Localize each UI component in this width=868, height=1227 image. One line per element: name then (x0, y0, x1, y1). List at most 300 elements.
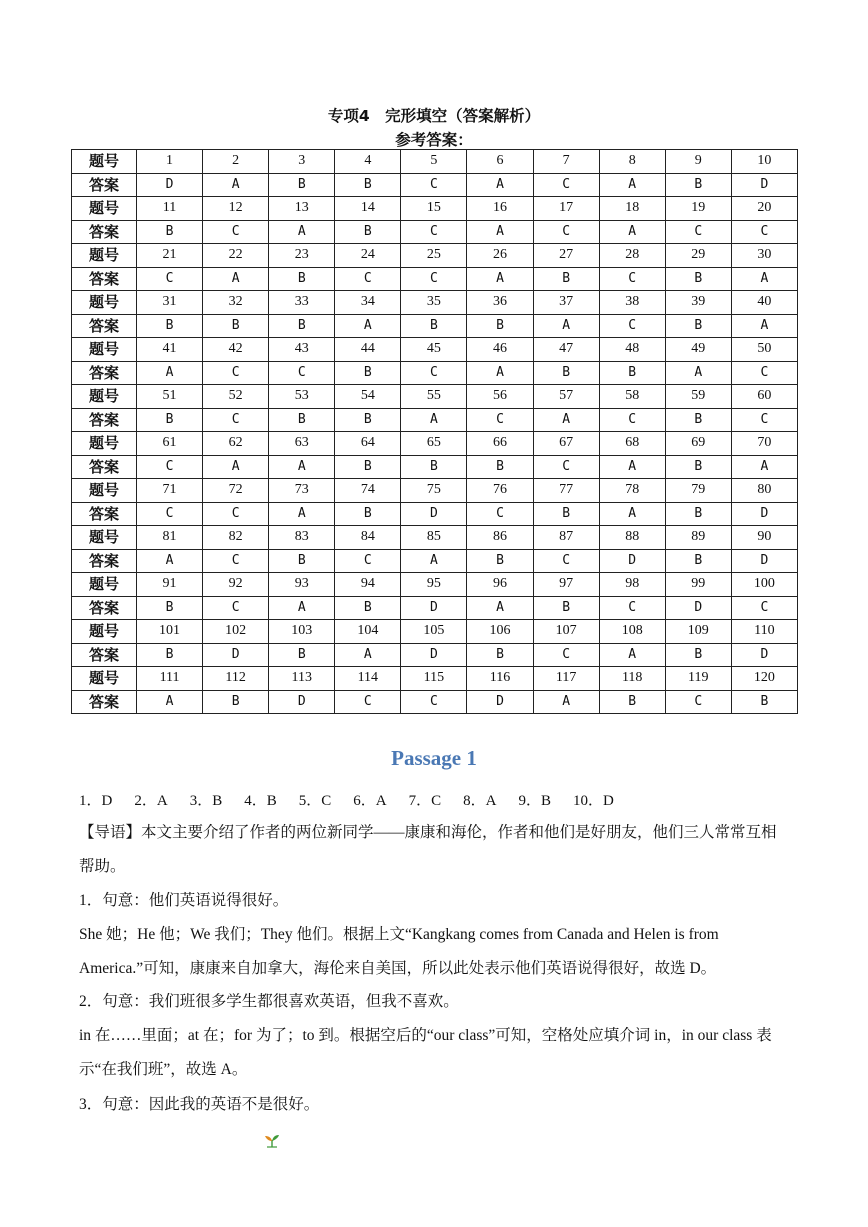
answer-cell: B (203, 690, 269, 714)
answer-cell: C (401, 173, 467, 197)
answer-cell: B (533, 267, 599, 291)
answer-cell: C (203, 408, 269, 432)
question-number-cell: 53 (269, 385, 335, 409)
question-number-cell: 12 (203, 197, 269, 221)
answer-cell: C (665, 220, 731, 244)
guide-label: 【导语】 (79, 823, 142, 841)
question-number-cell: 75 (401, 479, 467, 503)
answer-cell: A (203, 173, 269, 197)
answer-cell: D (731, 173, 797, 197)
number-row (72, 338, 798, 362)
question-number-cell: 50 (731, 338, 797, 362)
answer-cell: B (665, 549, 731, 573)
answer-row (72, 502, 798, 526)
answer-cell: B (599, 361, 665, 385)
question-number-cell: 119 (665, 667, 731, 691)
answer-cell: C (203, 220, 269, 244)
question-number-cell: 35 (401, 291, 467, 315)
question-number-cell: 18 (599, 197, 665, 221)
answer-row-label: 答案 (72, 173, 137, 197)
answer-cell: A (731, 314, 797, 338)
question-number-cell: 49 (665, 338, 731, 362)
question-number-cell: 104 (335, 620, 401, 644)
question-number-cell: 38 (599, 291, 665, 315)
answer-cell: D (467, 690, 533, 714)
question-number-cell: 39 (665, 291, 731, 315)
answer-row (72, 361, 798, 385)
question-number-cell: 59 (665, 385, 731, 409)
question-number-cell: 63 (269, 432, 335, 456)
answer-cell: B (665, 502, 731, 526)
number-row (72, 620, 798, 644)
question-number-cell: 69 (665, 432, 731, 456)
question-number-cell: 91 (137, 573, 203, 597)
question-number-cell: 82 (203, 526, 269, 550)
answer-cell: C (599, 267, 665, 291)
answer-cell: C (731, 408, 797, 432)
answer-cell: B (335, 361, 401, 385)
question-number-cell: 37 (533, 291, 599, 315)
answer-cell: A (467, 173, 533, 197)
question-number-cell: 10 (731, 150, 797, 174)
question-number-cell: 89 (665, 526, 731, 550)
answer-row-label: 答案 (72, 361, 137, 385)
answer-row-label: 答案 (72, 267, 137, 291)
question-number-cell: 105 (401, 620, 467, 644)
answer-cell: C (401, 361, 467, 385)
question-number-cell: 86 (467, 526, 533, 550)
question-number-cell: 92 (203, 573, 269, 597)
question-number-cell: 17 (533, 197, 599, 221)
answer-cell: B (335, 502, 401, 526)
number-row-label: 题号 (72, 573, 137, 597)
answer-cell: B (665, 173, 731, 197)
page-subtitle: 参考答案： (395, 131, 473, 149)
answer-cell: A (269, 502, 335, 526)
answer-row-label: 答案 (72, 690, 137, 714)
question-number-cell: 32 (203, 291, 269, 315)
question-number-cell: 14 (335, 197, 401, 221)
answer-cell: A (335, 314, 401, 338)
number-row-label: 题号 (72, 150, 137, 174)
answer-cell: C (533, 549, 599, 573)
question-number-cell: 22 (203, 244, 269, 268)
answer-cell: A (599, 502, 665, 526)
answer-cell: C (335, 267, 401, 291)
answer-cell: B (335, 455, 401, 479)
answer-cell: B (137, 408, 203, 432)
question-number-cell: 2 (203, 150, 269, 174)
answer-row-label: 答案 (72, 408, 137, 432)
answer-cell: D (731, 643, 797, 667)
question-number-cell: 93 (269, 573, 335, 597)
answer-cell: B (335, 596, 401, 620)
item2-explanation: in 在……里面；at 在；for 为了；to 到。根据空后的“our class”可知，空格处应填介词 in，in our class 表示“在我们班”，故选 A。 (79, 1027, 772, 1078)
question-number-cell: 68 (599, 432, 665, 456)
number-row (72, 385, 798, 409)
answer-cell: D (401, 502, 467, 526)
answer-cell: D (599, 549, 665, 573)
answer-cell: C (401, 267, 467, 291)
answer-cell: A (467, 596, 533, 620)
answer-cell: C (533, 643, 599, 667)
answer-cell: C (137, 267, 203, 291)
answer-cell: B (665, 314, 731, 338)
question-number-cell: 97 (533, 573, 599, 597)
answer-cell: B (335, 173, 401, 197)
answer-cell: A (599, 455, 665, 479)
answer-cell: B (533, 361, 599, 385)
answer-row (72, 455, 798, 479)
answer-cell: A (731, 267, 797, 291)
question-number-cell: 73 (269, 479, 335, 503)
answer-cell: B (269, 267, 335, 291)
question-number-cell: 103 (269, 620, 335, 644)
question-number-cell: 108 (599, 620, 665, 644)
question-number-cell: 16 (467, 197, 533, 221)
question-number-cell: 8 (599, 150, 665, 174)
question-number-cell: 77 (533, 479, 599, 503)
question-number-cell: 72 (203, 479, 269, 503)
number-row (72, 667, 798, 691)
answer-cell: C (401, 220, 467, 244)
answer-cell: D (269, 690, 335, 714)
question-number-cell: 45 (401, 338, 467, 362)
key-item: 10．D (572, 793, 614, 809)
key-item: 3．B (189, 793, 223, 809)
question-number-cell: 99 (665, 573, 731, 597)
answer-row-label: 答案 (72, 643, 137, 667)
key-item: 2．A (134, 793, 168, 809)
answer-key-line (79, 789, 636, 810)
question-number-cell: 23 (269, 244, 335, 268)
answer-row-label: 答案 (72, 596, 137, 620)
question-number-cell: 9 (665, 150, 731, 174)
answer-cell: B (665, 643, 731, 667)
question-number-cell: 111 (137, 667, 203, 691)
answer-cell: B (269, 408, 335, 432)
answer-cell: A (269, 455, 335, 479)
answer-cell: C (599, 596, 665, 620)
answer-cell: B (269, 549, 335, 573)
answer-cell: D (401, 643, 467, 667)
answer-row-label: 答案 (72, 220, 137, 244)
answer-cell: B (533, 502, 599, 526)
answer-cell: C (467, 502, 533, 526)
answer-cell: D (203, 643, 269, 667)
answer-row (72, 173, 798, 197)
question-number-cell: 120 (731, 667, 797, 691)
key-item: 1．D (79, 793, 113, 809)
answer-cell: C (533, 220, 599, 244)
question-number-cell: 117 (533, 667, 599, 691)
question-number-cell: 40 (731, 291, 797, 315)
question-number-cell: 70 (731, 432, 797, 456)
answer-cell: C (137, 502, 203, 526)
answer-cell: A (599, 173, 665, 197)
question-number-cell: 74 (335, 479, 401, 503)
answer-cell: A (269, 596, 335, 620)
question-number-cell: 76 (467, 479, 533, 503)
question-number-cell: 66 (467, 432, 533, 456)
answer-cell: A (533, 690, 599, 714)
answer-row (72, 314, 798, 338)
answer-cell: A (335, 643, 401, 667)
question-number-cell: 27 (533, 244, 599, 268)
key-item: 7．C (408, 793, 442, 809)
answer-cell: B (269, 173, 335, 197)
answer-cell: C (203, 549, 269, 573)
answer-cell: C (269, 361, 335, 385)
question-number-cell: 115 (401, 667, 467, 691)
number-row (72, 573, 798, 597)
number-row-label: 题号 (72, 526, 137, 550)
question-number-cell: 61 (137, 432, 203, 456)
page-title: 专项4 完形填空（答案解析） (327, 107, 541, 125)
question-number-cell: 80 (731, 479, 797, 503)
question-number-cell: 78 (599, 479, 665, 503)
guide-paragraph (79, 816, 791, 883)
answer-cell: B (731, 690, 797, 714)
answer-cell: A (137, 361, 203, 385)
answer-cell: B (467, 549, 533, 573)
answer-cell: C (335, 690, 401, 714)
answer-cell: A (599, 643, 665, 667)
question-number-cell: 42 (203, 338, 269, 362)
question-number-cell: 100 (731, 573, 797, 597)
question-number-cell: 20 (731, 197, 797, 221)
answer-cell: C (401, 690, 467, 714)
question-number-cell: 87 (533, 526, 599, 550)
question-number-cell: 7 (533, 150, 599, 174)
question-number-cell: 15 (401, 197, 467, 221)
question-number-cell: 113 (269, 667, 335, 691)
question-number-cell: 95 (401, 573, 467, 597)
answer-cell: B (137, 314, 203, 338)
answer-cell: A (203, 455, 269, 479)
question-number-cell: 28 (599, 244, 665, 268)
question-number-cell: 83 (269, 526, 335, 550)
answer-cell: C (533, 173, 599, 197)
question-number-cell: 31 (137, 291, 203, 315)
answer-cell: B (335, 220, 401, 244)
question-number-cell: 52 (203, 385, 269, 409)
answer-row-label: 答案 (72, 314, 137, 338)
answer-row (72, 596, 798, 620)
answer-cell: C (203, 596, 269, 620)
answer-cell: B (599, 690, 665, 714)
question-number-cell: 116 (467, 667, 533, 691)
number-row (72, 197, 798, 221)
answer-row (72, 267, 798, 291)
answer-cell: B (401, 314, 467, 338)
answer-cell: A (269, 220, 335, 244)
answer-cell: A (467, 220, 533, 244)
question-number-cell: 114 (335, 667, 401, 691)
key-item: 6．A (353, 793, 387, 809)
question-number-cell: 26 (467, 244, 533, 268)
question-number-cell: 21 (137, 244, 203, 268)
number-row (72, 291, 798, 315)
number-row-label: 题号 (72, 291, 137, 315)
sprout-logo-icon (263, 1134, 281, 1148)
question-number-cell: 60 (731, 385, 797, 409)
question-number-cell: 84 (335, 526, 401, 550)
question-number-cell: 43 (269, 338, 335, 362)
answer-cell: B (467, 455, 533, 479)
question-number-cell: 67 (533, 432, 599, 456)
question-number-cell: 5 (401, 150, 467, 174)
number-row (72, 479, 798, 503)
answer-cell: B (665, 408, 731, 432)
question-number-cell: 102 (203, 620, 269, 644)
answer-cell: A (665, 361, 731, 385)
item1-explanation: She 她；He 他；We 我们；They 他们。根据上文“Kangkang comes from Canada and Helen is from America.”可知，康康来自加拿大，海伦来自美国，所以此处表示他们英语说得很好，故选 D。 (79, 926, 719, 977)
question-number-cell: 106 (467, 620, 533, 644)
key-item: 8．A (463, 793, 497, 809)
answer-cell: A (137, 549, 203, 573)
answer-cell: D (665, 596, 731, 620)
question-number-cell: 109 (665, 620, 731, 644)
answer-cell: D (731, 502, 797, 526)
question-number-cell: 57 (533, 385, 599, 409)
question-number-cell: 46 (467, 338, 533, 362)
question-number-cell: 64 (335, 432, 401, 456)
question-number-cell: 6 (467, 150, 533, 174)
answer-row (72, 408, 798, 432)
question-number-cell: 29 (665, 244, 731, 268)
question-number-cell: 11 (137, 197, 203, 221)
question-number-cell: 112 (203, 667, 269, 691)
answer-cell: A (401, 549, 467, 573)
answer-cell: C (731, 220, 797, 244)
question-number-cell: 24 (335, 244, 401, 268)
answer-cell: B (335, 408, 401, 432)
answer-row (72, 690, 798, 714)
number-row (72, 432, 798, 456)
answer-cell: C (599, 314, 665, 338)
item3-meaning: 3．句意：因此我的英语不是很好。 (79, 1096, 320, 1113)
answer-cell: C (731, 361, 797, 385)
key-item: 5．C (298, 793, 332, 809)
question-number-cell: 54 (335, 385, 401, 409)
key-item: 4．B (244, 793, 277, 809)
answer-cell: A (467, 361, 533, 385)
question-number-cell: 79 (665, 479, 731, 503)
question-number-cell: 65 (401, 432, 467, 456)
number-row-label: 题号 (72, 197, 137, 221)
answer-row (72, 643, 798, 667)
answer-cell: B (269, 314, 335, 338)
question-number-cell: 85 (401, 526, 467, 550)
question-number-cell: 96 (467, 573, 533, 597)
question-number-cell: 58 (599, 385, 665, 409)
question-number-cell: 3 (269, 150, 335, 174)
question-number-cell: 62 (203, 432, 269, 456)
answer-cell: C (731, 596, 797, 620)
answer-cell: C (599, 408, 665, 432)
answer-row (72, 220, 798, 244)
number-row-label: 题号 (72, 479, 137, 503)
number-row-label: 题号 (72, 385, 137, 409)
answer-cell: A (203, 267, 269, 291)
question-number-cell: 4 (335, 150, 401, 174)
question-number-cell: 41 (137, 338, 203, 362)
number-row (72, 244, 798, 268)
answer-table (71, 149, 798, 714)
answer-cell: C (665, 690, 731, 714)
question-number-cell: 98 (599, 573, 665, 597)
answer-cell: D (401, 596, 467, 620)
answer-cell: B (203, 314, 269, 338)
answer-cell: D (731, 549, 797, 573)
question-number-cell: 44 (335, 338, 401, 362)
question-number-cell: 33 (269, 291, 335, 315)
answer-row (72, 549, 798, 573)
answer-cell: B (137, 596, 203, 620)
answer-cell: C (467, 408, 533, 432)
question-number-cell: 51 (137, 385, 203, 409)
answer-cell: B (467, 643, 533, 667)
answer-cell: A (137, 690, 203, 714)
answer-cell: A (533, 408, 599, 432)
question-number-cell: 94 (335, 573, 401, 597)
question-number-cell: 34 (335, 291, 401, 315)
passage-title: Passage 1 (391, 746, 477, 770)
answer-cell: A (401, 408, 467, 432)
answer-cell: C (335, 549, 401, 573)
key-item: 9．B (518, 793, 551, 809)
answer-row-label: 答案 (72, 502, 137, 526)
answer-cell: B (269, 643, 335, 667)
question-number-cell: 110 (731, 620, 797, 644)
answer-cell: A (731, 455, 797, 479)
answer-cell: A (467, 267, 533, 291)
question-number-cell: 56 (467, 385, 533, 409)
question-number-cell: 30 (731, 244, 797, 268)
guide-text: 本文主要介绍了作者的两位新同学——康康和海伦，作者和他们是好朋友，他们三人常常互相帮助。 (79, 824, 777, 875)
question-number-cell: 55 (401, 385, 467, 409)
question-number-cell: 81 (137, 526, 203, 550)
answer-cell: B (137, 220, 203, 244)
item2-meaning: 2．句意：我们班很多学生都很喜欢英语，但我不喜欢。 (79, 993, 459, 1010)
answer-row-label: 答案 (72, 549, 137, 573)
question-number-cell: 13 (269, 197, 335, 221)
item1-meaning: 1．句意：他们英语说得很好。 (79, 892, 289, 909)
number-row-label: 题号 (72, 620, 137, 644)
answer-cell: D (137, 173, 203, 197)
answer-cell: C (137, 455, 203, 479)
answer-cell: C (533, 455, 599, 479)
answer-cell: B (137, 643, 203, 667)
question-number-cell: 47 (533, 338, 599, 362)
answer-cell: B (533, 596, 599, 620)
question-number-cell: 88 (599, 526, 665, 550)
number-row (72, 526, 798, 550)
question-number-cell: 90 (731, 526, 797, 550)
number-row-label: 题号 (72, 667, 137, 691)
answer-cell: B (665, 267, 731, 291)
answer-cell: C (203, 361, 269, 385)
answer-cell: C (203, 502, 269, 526)
number-row-label: 题号 (72, 244, 137, 268)
answer-cell: B (467, 314, 533, 338)
question-number-cell: 118 (599, 667, 665, 691)
question-number-cell: 1 (137, 150, 203, 174)
question-number-cell: 101 (137, 620, 203, 644)
question-number-cell: 71 (137, 479, 203, 503)
question-number-cell: 107 (533, 620, 599, 644)
